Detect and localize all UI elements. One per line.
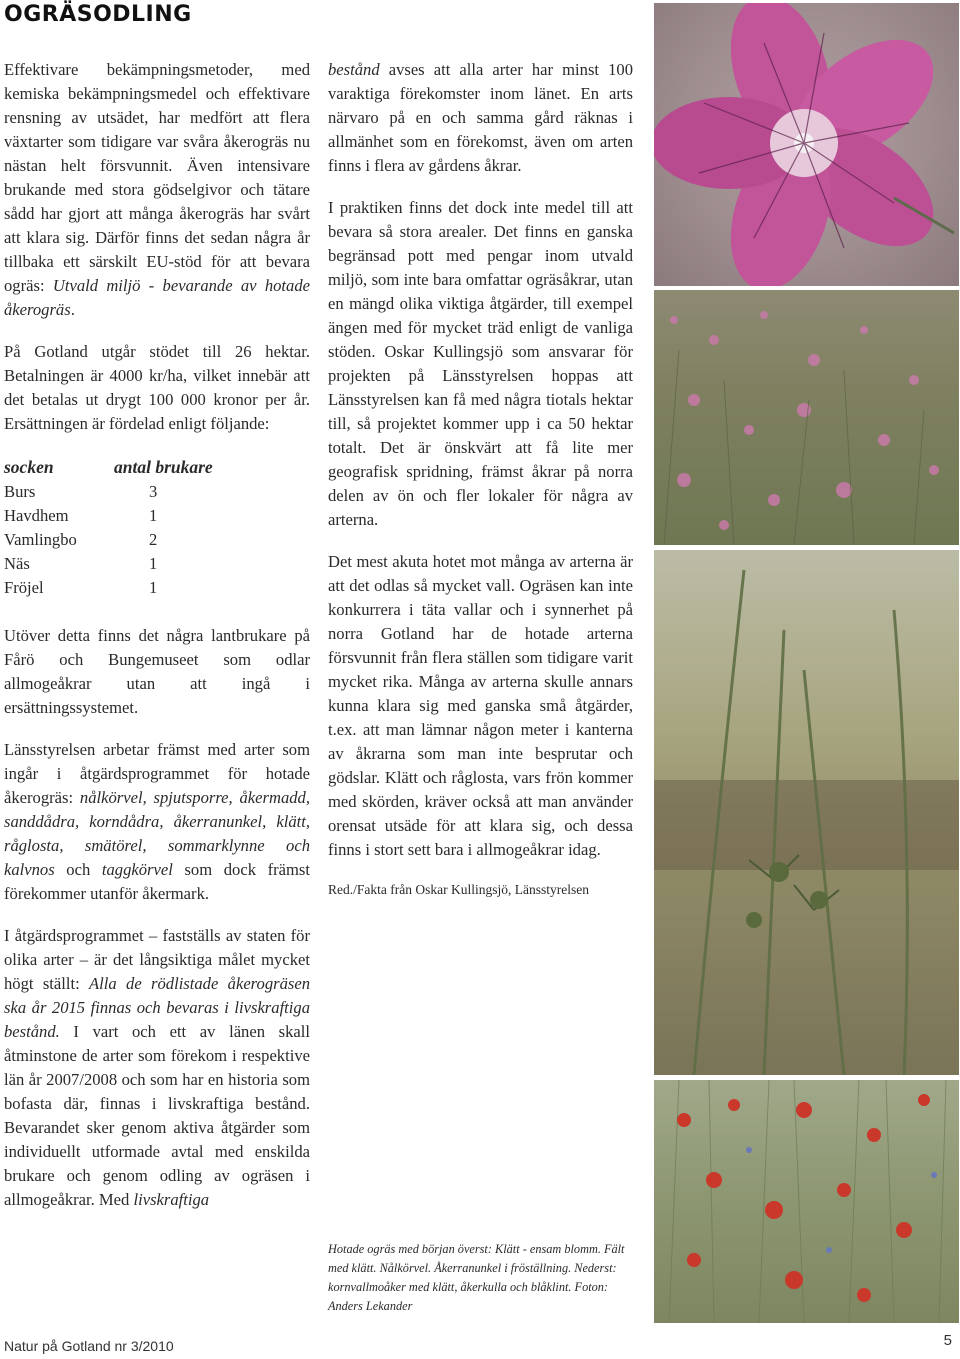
socken-name: Fröjel bbox=[4, 578, 44, 597]
paragraph: På Gotland utgår stödet till 26 hektar. Betalningen är 4000 kr/ha, vilket innebär att det betalas ut drygt 100 000 kronor per år. Ersättningen är fördelad enligt följande: bbox=[4, 342, 310, 433]
table-header bbox=[4, 454, 310, 480]
socken-name: Vamlingbo bbox=[4, 530, 77, 549]
table-row bbox=[4, 552, 310, 576]
table-row bbox=[4, 480, 310, 504]
photo-caption: Hotade ogräs med början överst: Klätt - ensam blomm. Fält med klätt. Nålkörvel. Åkerranunkel i fröställning. Nederst: kornvallmoåker med klätt, åkerkulla och blåklint. Foton: Anders Lekander bbox=[328, 1242, 625, 1313]
socken-table bbox=[4, 454, 310, 600]
footer-magazine-title: Natur på Gotland nr 3/2010 bbox=[4, 1338, 174, 1354]
socken-name: Näs bbox=[4, 554, 30, 573]
page-number: 5 bbox=[943, 1332, 952, 1349]
text-column-middle bbox=[328, 58, 633, 900]
paragraph: Länsstyrelsen arbetar främst med arter som ingår i åtgärdsprogrammet för hotade åkerogräs: nålkörvel, spjutsporre, åkermadd, sanddådra, korndådra, åkerranunkel, klätt, råglosta, smätörel, sommarklynne och kalvnos och taggkörvel som dock främst förekommer utanför åkermark. bbox=[4, 740, 310, 903]
author-credit: Red./Fakta från Oskar Kullingsjö, Länsstyrelsen bbox=[328, 882, 589, 897]
paragraph: bestånd avses att alla arter har minst 100 varaktiga förekomster inom länet. En arts närvaro på en och samma gård räknas i allmänhet som en förekomst, även om arten finns i flera av gårdens åkrar. bbox=[328, 60, 633, 175]
paragraph: Det mest akuta hotet mot många av arterna är att det odlas så mycket vall. Ogräsen kan inte konkurrera i täta vallar och i synnerhet på norra Gotland har de hotade arterna försvunnit från flera ställen som tidigare varit mycket rika. Många av arterna skulle annars kunna klara sig med ganska små åtgärder, t.ex. att man lämnar någon meter i kanterna av åkrarna som man inte besprutar och gödslar. Klätt och råglosta, vars frön kommer med skörden, kräver också att man använder orensat utsäde för att klara sig, och dessa finns i stort sett bara i allmogeåkrar idag. bbox=[328, 552, 633, 859]
table-row bbox=[4, 504, 310, 528]
photo-corncockle-field bbox=[654, 290, 959, 545]
brukare-count: 1 bbox=[149, 506, 158, 525]
header-socken: socken bbox=[4, 457, 54, 477]
page-heading: OGRÄSODLING bbox=[4, 2, 192, 27]
table-row bbox=[4, 576, 310, 600]
socken-name: Havdhem bbox=[4, 506, 69, 525]
paragraph: I praktiken finns det dock inte medel till att bevara så stora arealer. Det finns en ganska begränsad pott med pengar inom utvald miljö, som inte bara omfattar ogräsåkrar, utan en mängd olika viktiga åtgärder, till exempel ängen med för mycket träd enligt de vanliga stöden. Oskar Kullingsjö som ansvarar för projekten på Länsstyrelsen hoppas att Länsstyrelsen kan få med några tiotals hektar till, så projektet kommer upp i ca 50 hektar totalt. Det är önskvärt att få lite mer geografisk spridning, främst åkrar på norra delen av ön och fler lokaler för några av arterna. bbox=[328, 198, 633, 529]
photo-weed-seedheads bbox=[654, 550, 959, 1075]
brukare-count: 2 bbox=[149, 530, 158, 549]
paragraph: Effektivare bekämpningsmetoder, med kemiska bekämpningsmedel och effektivare rensning av utsädet, har medfört att flera växtarter som tidigare var svåra åkerogräs nu nästan helt försvunnit. Även intensivare brukande med stora gödselgivor och tätare sådd har gjort att många åkerogräs har svårt att klara sig. Därför finns det sedan några år tillbaka ett särskilt EU-stöd för att bevara ogräs: Utvald miljö - bevarande av hotade åkerogräs. bbox=[4, 60, 311, 319]
brukare-count: 3 bbox=[149, 482, 158, 501]
paragraph: I åtgärdsprogrammet – fastställs av staten för olika arter – är det långsiktiga målet mycket högt ställt: Alla de rödlistade åkerogräsen ska år 2015 finnas och bevaras i livskraftiga bestånd. I vart och ett av länen skall åtminstone de arter som förekom i respektive län år 2007/2008 och som har en historia som bofasta där, finnas i livskraftiga bestånd. Bevarandet sker genom aktiva åtgärder som individuellt utformade avtal med enskilda brukare och genom odling av ogräsen i allmogeåkrar. Med livskraftiga bbox=[4, 926, 310, 1209]
text-column-left bbox=[4, 58, 310, 1236]
header-antal-brukare: antal brukare bbox=[114, 457, 213, 477]
brukare-count: 1 bbox=[149, 578, 158, 597]
photo-corncockle-flower bbox=[654, 3, 959, 286]
paragraph: Utöver detta finns det några lantbrukare på Fårö och Bungemuseet som odlar allmogeåkrar utan att ingå i ersättningssystemet. bbox=[4, 626, 310, 717]
photo-poppy-field bbox=[654, 1080, 959, 1323]
brukare-count: 1 bbox=[149, 554, 158, 573]
socken-name: Burs bbox=[4, 482, 36, 501]
table-row bbox=[4, 528, 310, 552]
